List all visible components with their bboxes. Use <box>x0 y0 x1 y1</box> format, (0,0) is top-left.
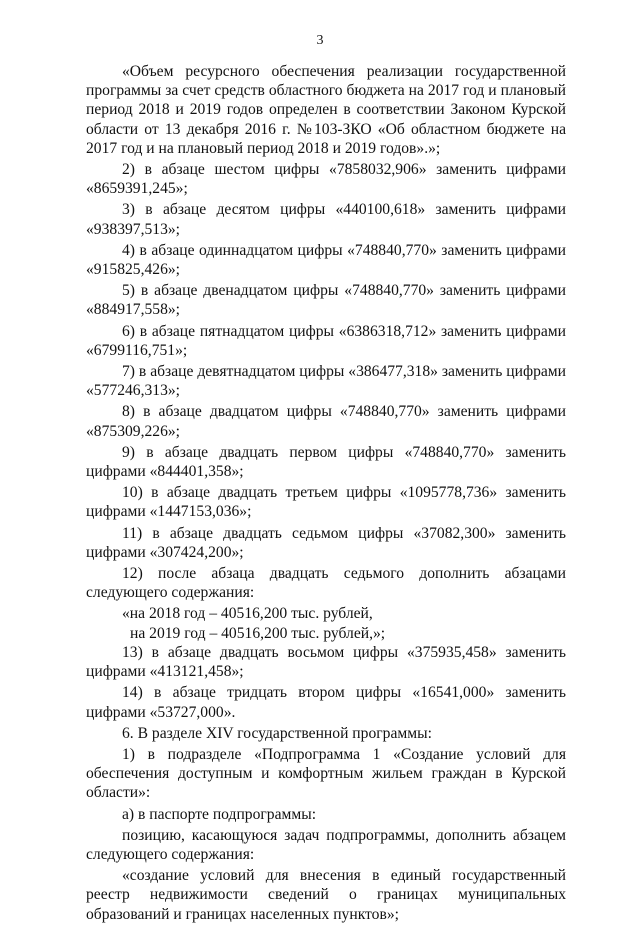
paragraph: 2) в абзаце шестом цифры «7858032,906» заменить цифрами «8659391,245»; <box>86 161 566 198</box>
paragraph: 13) в абзаце двадцать восьмом цифры «375935,458» заменить цифрами «413121,458»; <box>86 643 566 681</box>
paragraph: а) в паспорте подпрограммы: <box>122 805 317 823</box>
paragraph: 6) в абзаце пятнадцатом цифры «6386318,712» заменить цифрами «6799116,751»; <box>86 322 566 359</box>
paragraph: 9) в абзаце двадцать первом цифры «748840,770» заменить цифрами «844401,358»; <box>86 443 566 481</box>
document-body <box>86 62 566 926</box>
paragraph: 6. В разделе XIV государственной программы: <box>122 724 432 742</box>
paragraph: 7) в абзаце девятнадцатом цифры «386477,318» заменить цифрами «577246,313»; <box>86 363 566 400</box>
paragraph: 11) в абзаце двадцать седьмом цифры «37082,300» заменить цифрами «307424,200»; <box>86 524 566 561</box>
paragraph: 8) в абзаце двадцатом цифры «748840,770» заменить цифрами «875309,226»; <box>86 403 566 440</box>
paragraph: «создание условий для внесения в единый государственный реестр недвижимости сведений о границах муниципальных образований и границах населенных пунктов»; <box>86 867 566 923</box>
paragraph: позицию, касающуюся задач подпрограммы, дополнить абзацем следующего содержания: <box>86 826 566 863</box>
paragraph: 4) в абзаце одиннадцатом цифры «748840,770» заменить цифрами «915825,426»; <box>86 241 566 279</box>
paragraph: 5) в абзаце двенадцатом цифры «748840,770» заменить цифрами «884917,558»; <box>86 282 566 319</box>
quote-line: на 2019 год – 40516,200 тыс. рублей,»; <box>130 624 386 642</box>
quote-line: «на 2018 год – 40516,200 тыс. рублей, <box>122 605 373 623</box>
paragraph: 1) в подразделе «Подпрограмма 1 «Создание условий для обеспечения доступным и комфортным жильем граждан в Курской области»: <box>86 745 566 802</box>
paragraph: 3) в абзаце десятом цифры «440100,618» заменить цифрами «938397,513»; <box>86 201 566 238</box>
paragraph: 14) в абзаце тридцать втором цифры «16541,000» заменить цифрами «53727,000». <box>86 684 566 721</box>
paragraph: «Объем ресурсного обеспечения реализации государственной программы за счет средств областного бюджета на 2017 год и плановый период 2018 и 2019 годов определен в соответствии Законом Курской области от 13 декабря 2016 г. №103-ЗКО «Об областном бюджете на 2017 год и на плановый период 2018 и 2019 годов».»; <box>86 63 566 157</box>
paragraph: 10) в абзаце двадцать третьем цифры «1095778,736» заменить цифрами «1447153,036»; <box>86 484 566 521</box>
paragraph: 12) после абзаца двадцать седьмого дополнить абзацами следующего содержания: <box>86 565 566 602</box>
page-number: 3 <box>316 33 324 48</box>
